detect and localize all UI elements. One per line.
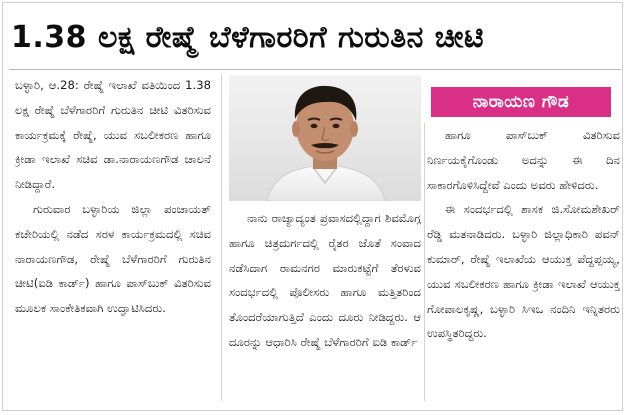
news-clipping	[2, 2, 623, 411]
headline-rule	[9, 69, 621, 70]
col1-paragraph-1: ಬಳ್ಳಾರಿ, ಆ.28: ರೇಷ್ಮೆ ಇಲಾಖೆ ವತಿಯಿಂದ 1.38 ಲಕ್ಷ ರೇಷ್ಮೆ ಬೆಳೆಗಾರರಿಗೆ ಗುರುತಿನ ಚೀಟಿ ವಿತರಿಸುವ ಕಾರ್ಯಕ್ರಮಕ್ಕೆ ರೇಷ್ಮೆ, ಯುವ ಸಬಲೀಕರಣ ಹಾಗೂ ಕ್ರೀಡಾ ಇಲಾಖೆ ಸಚಿವ ಡಾ.ನಾರಾಯಣಗೌಡ ಚಾಲನೆ ನೀಡಿದ್ದಾರೆ.	[15, 78, 211, 192]
portrait-photo	[229, 75, 421, 201]
column-3	[427, 123, 620, 403]
column-2	[229, 206, 421, 401]
col3-paragraph-1: ಹಾಗೂ ಪಾಸ್‌ಬುಕ್ ವಿತರಿಸುವ ನಿರ್ಣಯಕೈಗೊಂಡು ಅದನ್ನು ಈ ದಿನ ಸಾಕಾರಗೊಳಿಸಿದ್ದೇವೆ ಎಂದು ಅವರು ಹೇಳಿದರು.	[427, 128, 620, 192]
col3-paragraph-2: ಈ ಸಂದರ್ಭದಲ್ಲಿ ಶಾಸಕ ಜಿ.ಸೋಮಶೇಖರ್ ರೆಡ್ಡಿ ಮತನಾಡಿದರು. ಬಳ್ಳಾರಿ ಜಿಲ್ಲಾಧಿಕಾರಿ ಪವನ್ ಕುಮಾರ್, ರೇಷ್ಮೆ ಇಲಾಖೆಯ ಆಯುಕ್ತ ಪೆದ್ದಪ್ಪಯ್ಯ, ಯುವ ಸಬಲೀಕರಣ ಹಾಗೂ ಕ್ರೀಡಾ ಇಲಾಖೆ ಆಯುಕ್ತ ಗೋಪಾಲಕೃಷ್ಣ, ಬಳ್ಳಾರಿ ಸಿಇಒ ನಂದಿನಿ ಇನ್ನಿತರರು ಉಪಸ್ಥಿತರಿದ್ದರು.	[427, 202, 620, 341]
col1-paragraph-2: ಗುರುವಾರ ಬಳ್ಳಾರಿಯ ಜಿಲ್ಲಾ ಪಂಚಾಯತ್ ಕಚೇರಿಯಲ್ಲಿ ನಡೆದ ಸರಳ ಕಾರ್ಯಕ್ರಮದಲ್ಲಿ ಸಚಿವ ನಾರಾಯಣಗೌಡ, ರೇಷ್ಮೆ ಬೆಳೆಗಾರರಿಗೆ ಗುರುತಿನ ಚೀಟಿ(ಐಡಿ ಕಾರ್ಡ್) ಹಾಗೂ ಪಾಸ್‌ಬುಕ್ ವಿತರಿಸುವ ಮೂಲಕ ಸಾಂಕೇತಿಕವಾಗಿ ಉದ್ಘಾಟಿಸಿದರು.	[15, 201, 211, 316]
headline: 1.38 ಲಕ್ಷ ರೇಷ್ಮೆ ಬೆಳೆಗಾರರಿಗೆ ಗುರುತಿನ ಚೀಟಿ	[11, 20, 485, 55]
portrait-image	[229, 75, 421, 201]
col2-paragraph-1: ನಾನು ರಾಜ್ಯಾದ್ಯಂತ ಪ್ರವಾಸದಲ್ಲಿದ್ದಾಗ ಶಿವಮೊಗ್ಗ ಹಾಗೂ ಚಿತ್ರದುರ್ಗದಲ್ಲಿ ರೈತರ ಜೊತೆ ಸಂವಾದ ನಡೆಸಿದಾಗ ರಾಮನಗರ ಮಾರುಕಟ್ಟೆಗೆ ತೆರಳುವ ಸಂದರ್ಭದಲ್ಲಿ ಪೊಲೀಸರು ಹಾಗೂ ಮತ್ತಿತರಿಂದ ತೊಂದರೆಯಾಗುತ್ತಿದೆ ಎಂದು ದೂರು ನೀಡಿದ್ದರು. ಆ ದೂರನ್ನು ಆಧಾರಿಸಿ ರೇಷ್ಮೆ ಬೆಳೆಗಾರರಿಗೆ ಐಡಿ ಕಾರ್ಡ್	[229, 211, 421, 349]
column-divider-2	[424, 123, 425, 401]
column-1	[15, 73, 211, 403]
column-divider	[221, 75, 222, 401]
name-label-box: ನಾರಾಯಣ ಗೌಡ	[431, 87, 611, 117]
